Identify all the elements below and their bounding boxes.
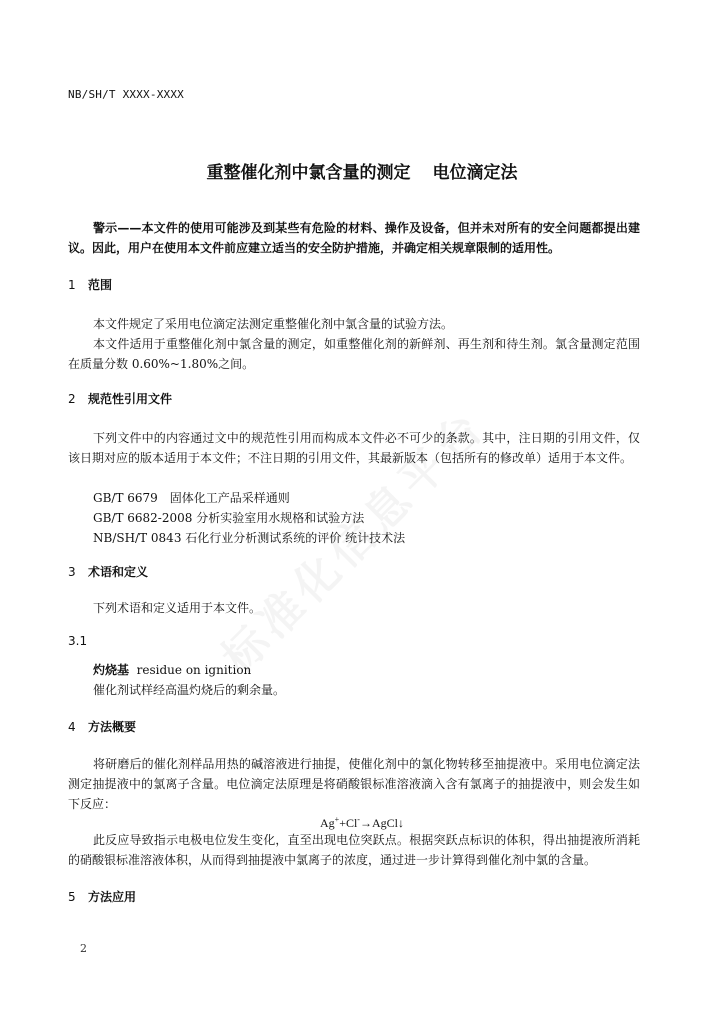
term-entry <box>93 660 251 680</box>
section-number: 3 <box>68 565 76 579</box>
section-title: 规范性引用文件 <box>88 392 173 406</box>
eq-chloride: +Cl <box>339 816 358 830</box>
page-number: 2 <box>80 942 87 955</box>
section-4-heading <box>68 718 136 735</box>
section-number: 4 <box>68 720 76 734</box>
eq-silver-charge: + <box>334 815 340 824</box>
section-number: 2 <box>68 392 76 406</box>
section-title: 术语和定义 <box>88 565 149 579</box>
term-chinese: 灼烧基 <box>93 663 130 677</box>
reaction-equation <box>0 815 724 831</box>
section-number: 1 <box>68 278 76 292</box>
eq-product: →AgCl↓ <box>359 816 404 830</box>
scope-paragraph-2: 本文件适用于重整催化剂中氯含量的测定，如重整催化剂的新鲜剂、再生剂和待生剂。氯含量测定范围在质量分数 0.60%~1.80%之间。 <box>68 337 640 371</box>
standard-code: NB/SH/T XXXX-XXXX <box>68 88 184 101</box>
references-intro-paragraph: 下列文件中的内容通过文中的规范性引用而构成本文件必不可少的条款。其中，注日期的引用文件，仅该日期对应的版本适用于本文件；不注日期的引用文件，其最新版本（包括所有的修改单）适用于本文件。 <box>68 431 640 465</box>
section-title: 方法应用 <box>88 890 137 904</box>
term-definition: 催化剂试样经高温灼烧后的剩余量。 <box>93 683 286 697</box>
reference-item: GB/T 6679 固体化工产品采样通则 <box>93 491 290 505</box>
section-title: 方法概要 <box>88 720 137 734</box>
terms-intro-paragraph: 下列术语和定义适用于本文件。 <box>93 601 262 615</box>
term-number: 3.1 <box>68 634 88 648</box>
section-2-heading <box>68 390 172 407</box>
eq-silver: Ag <box>320 816 335 830</box>
method-summary-paragraph-1: 将研磨后的催化剂样品用热的碱溶液进行抽提，使催化剂中的氯化物转移至抽提液中。采用电位滴定法测定抽提液中的氯离子含量。电位滴定法原理是将硝酸银标准溶液滴入含有氯离子的抽提液中，则会发生如下反应： <box>68 757 640 811</box>
title-method: 电位滴定法 <box>432 163 518 183</box>
term-english: residue on ignition <box>136 663 252 677</box>
title-main: 重整催化剂中氯含量的测定 <box>206 163 411 183</box>
method-summary-paragraph-2: 此反应导致指示电极电位发生变化，直至出现电位突跃点。根据突跃点标识的体积，得出抽提液所消耗的硝酸银标准溶液体积，从而得到抽提液中氯离子的浓度，通过进一步计算得到催化剂中氯的含量。 <box>68 833 640 867</box>
scope-paragraph-1: 本文件规定了采用电位滴定法测定重整催化剂中氯含量的试验方法。 <box>93 317 454 331</box>
reference-item: NB/SH/T 0843 石化行业分析测试系统的评价 统计技术法 <box>93 531 406 545</box>
section-1-heading <box>68 276 112 293</box>
document-title <box>0 158 724 183</box>
section-number: 5 <box>68 890 76 904</box>
section-3-heading <box>68 563 148 580</box>
eq-chloride-charge: - <box>357 815 360 824</box>
section-5-heading <box>68 888 136 905</box>
warning-paragraph: 警示——本文件的使用可能涉及到某些有危险的材料、操作及设备，但并未对所有的安全问题都提出建议。因此，用户在使用本文件前应建立适当的安全防护措施，并确定相关规章限制的适用性。 <box>68 221 640 255</box>
section-title: 范围 <box>88 278 113 292</box>
reference-item: GB/T 6682-2008 分析实验室用水规格和试验方法 <box>93 511 365 525</box>
